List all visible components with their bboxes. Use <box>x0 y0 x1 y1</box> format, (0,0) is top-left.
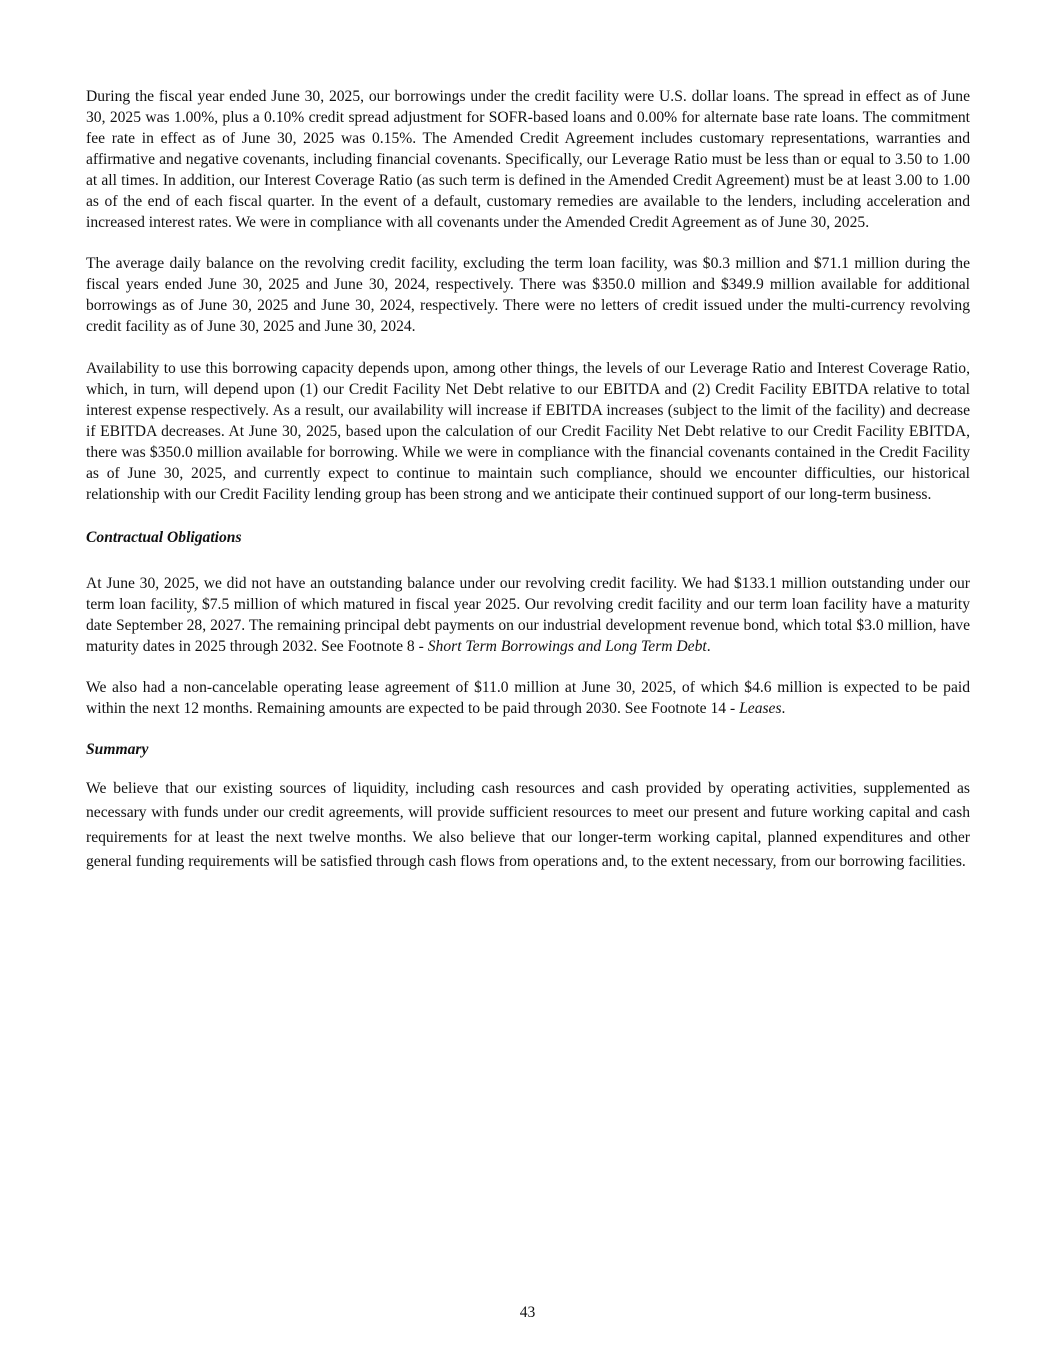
paragraph-contractual-obligations <box>86 573 970 657</box>
heading-summary: Summary <box>86 741 149 758</box>
footnote-reference: Leases <box>739 700 782 717</box>
heading-contractual-obligations: Contractual Obligations <box>86 529 242 546</box>
page-number: 43 <box>519 1304 536 1321</box>
page-body <box>86 86 970 874</box>
paragraph-average-daily-balance: The average daily balance on the revolving credit facility, excluding the term loan facility, was $0.3 million and $71.1 million during the fiscal years ended June 30, 2025 and June 30, 2024, respectively. There was $350.0 million and $349.9 million available for additional borrowings as of June 30, 2025 and June 30, 2024, respectively. There were no letters of credit issued under the multi-currency revolving credit facility as of June 30, 2025 and June 30, 2024. <box>86 255 970 335</box>
paragraph-credit-facility-borrowings: During the fiscal year ended June 30, 2025, our borrowings under the credit facility were U.S. dollar loans. The spread in effect as of June 30, 2025 was 1.00%, plus a 0.10% credit spread adjustment for SOFR-based loans and 0.00% for alternate base rate loans. The commitment fee rate in effect as of June 30, 2025 was 0.15%. The Amended Credit Agreement includes customary representations, warranties and affirmative and negative covenants, including financial covenants. Specifically, our Leverage Ratio must be less than or equal to 3.50 to 1.00 at all times. In addition, our Interest Coverage Ratio (as such term is defined in the Amended Credit Agreement) must be at least 3.00 to 1.00 as of the end of each fiscal quarter. In the event of a default, customary remedies are available to the lenders, including acceleration and increased interest rates. We were in compliance with all covenants under the Amended Credit Agreement as of June 30, 2025. <box>86 88 970 231</box>
paragraph-text: We also had a non-cancelable operating lease agreement of $11.0 million at June 30, 2025, of which $4.6 million is expected to be paid within the next 12 months. Remaining amounts are expected to be paid through 2030. See Footnote 14 - <box>86 679 970 717</box>
paragraph-end: . <box>781 700 786 717</box>
paragraph-operating-lease <box>86 677 970 719</box>
paragraph-text: At June 30, 2025, we did not have an outstanding balance under our revolving credit facility. We had $133.1 million outstanding under our term loan facility, $7.5 million of which matured in fiscal year 2025. Our revolving credit facility and our term loan facility have a maturity date September 28, 2027. The remaining principal debt payments on our industrial development revenue bond, which total $3.0 million, have maturity dates in 2025 through 2032. See Footnote 8 - <box>86 575 970 655</box>
footnote-reference: Short Term Borrowings and Long Term Debt <box>427 638 707 655</box>
paragraph-borrowing-availability: Availability to use this borrowing capacity depends upon, among other things, the levels of our Leverage Ratio and Interest Coverage Ratio, which, in turn, will depend upon (1) our Credit Facility Net Debt relative to our EBITDA and (2) Credit Facility EBITDA relative to total interest expense respectively. As a result, our availability will increase if EBITDA increases (subject to the limit of the facility) and decrease if EBITDA decreases. At June 30, 2025, based upon the calculation of our Credit Facility Net Debt relative to our Credit Facility EBITDA, there was $350.0 million available for borrowing. While we were in compliance with the financial covenants contained in the Credit Facility as of June 30, 2025, and currently expect to continue to maintain such compliance, should we encounter difficulties, our historical relationship with our Credit Facility lending group has been strong and we anticipate their continued support of our long-term business. <box>86 360 970 503</box>
paragraph-summary: We believe that our existing sources of liquidity, including cash resources and cash provided by operating activities, supplemented as necessary with funds under our credit agreements, will provide sufficient resources to meet our present and future working capital and cash requirements for at least the next twelve months. We also believe that our longer-term working capital, planned expenditures and other general funding requirements will be satisfied through cash flows from operations and, to the extent necessary, from our borrowing facilities. <box>86 780 970 870</box>
paragraph-end: . <box>706 638 711 655</box>
